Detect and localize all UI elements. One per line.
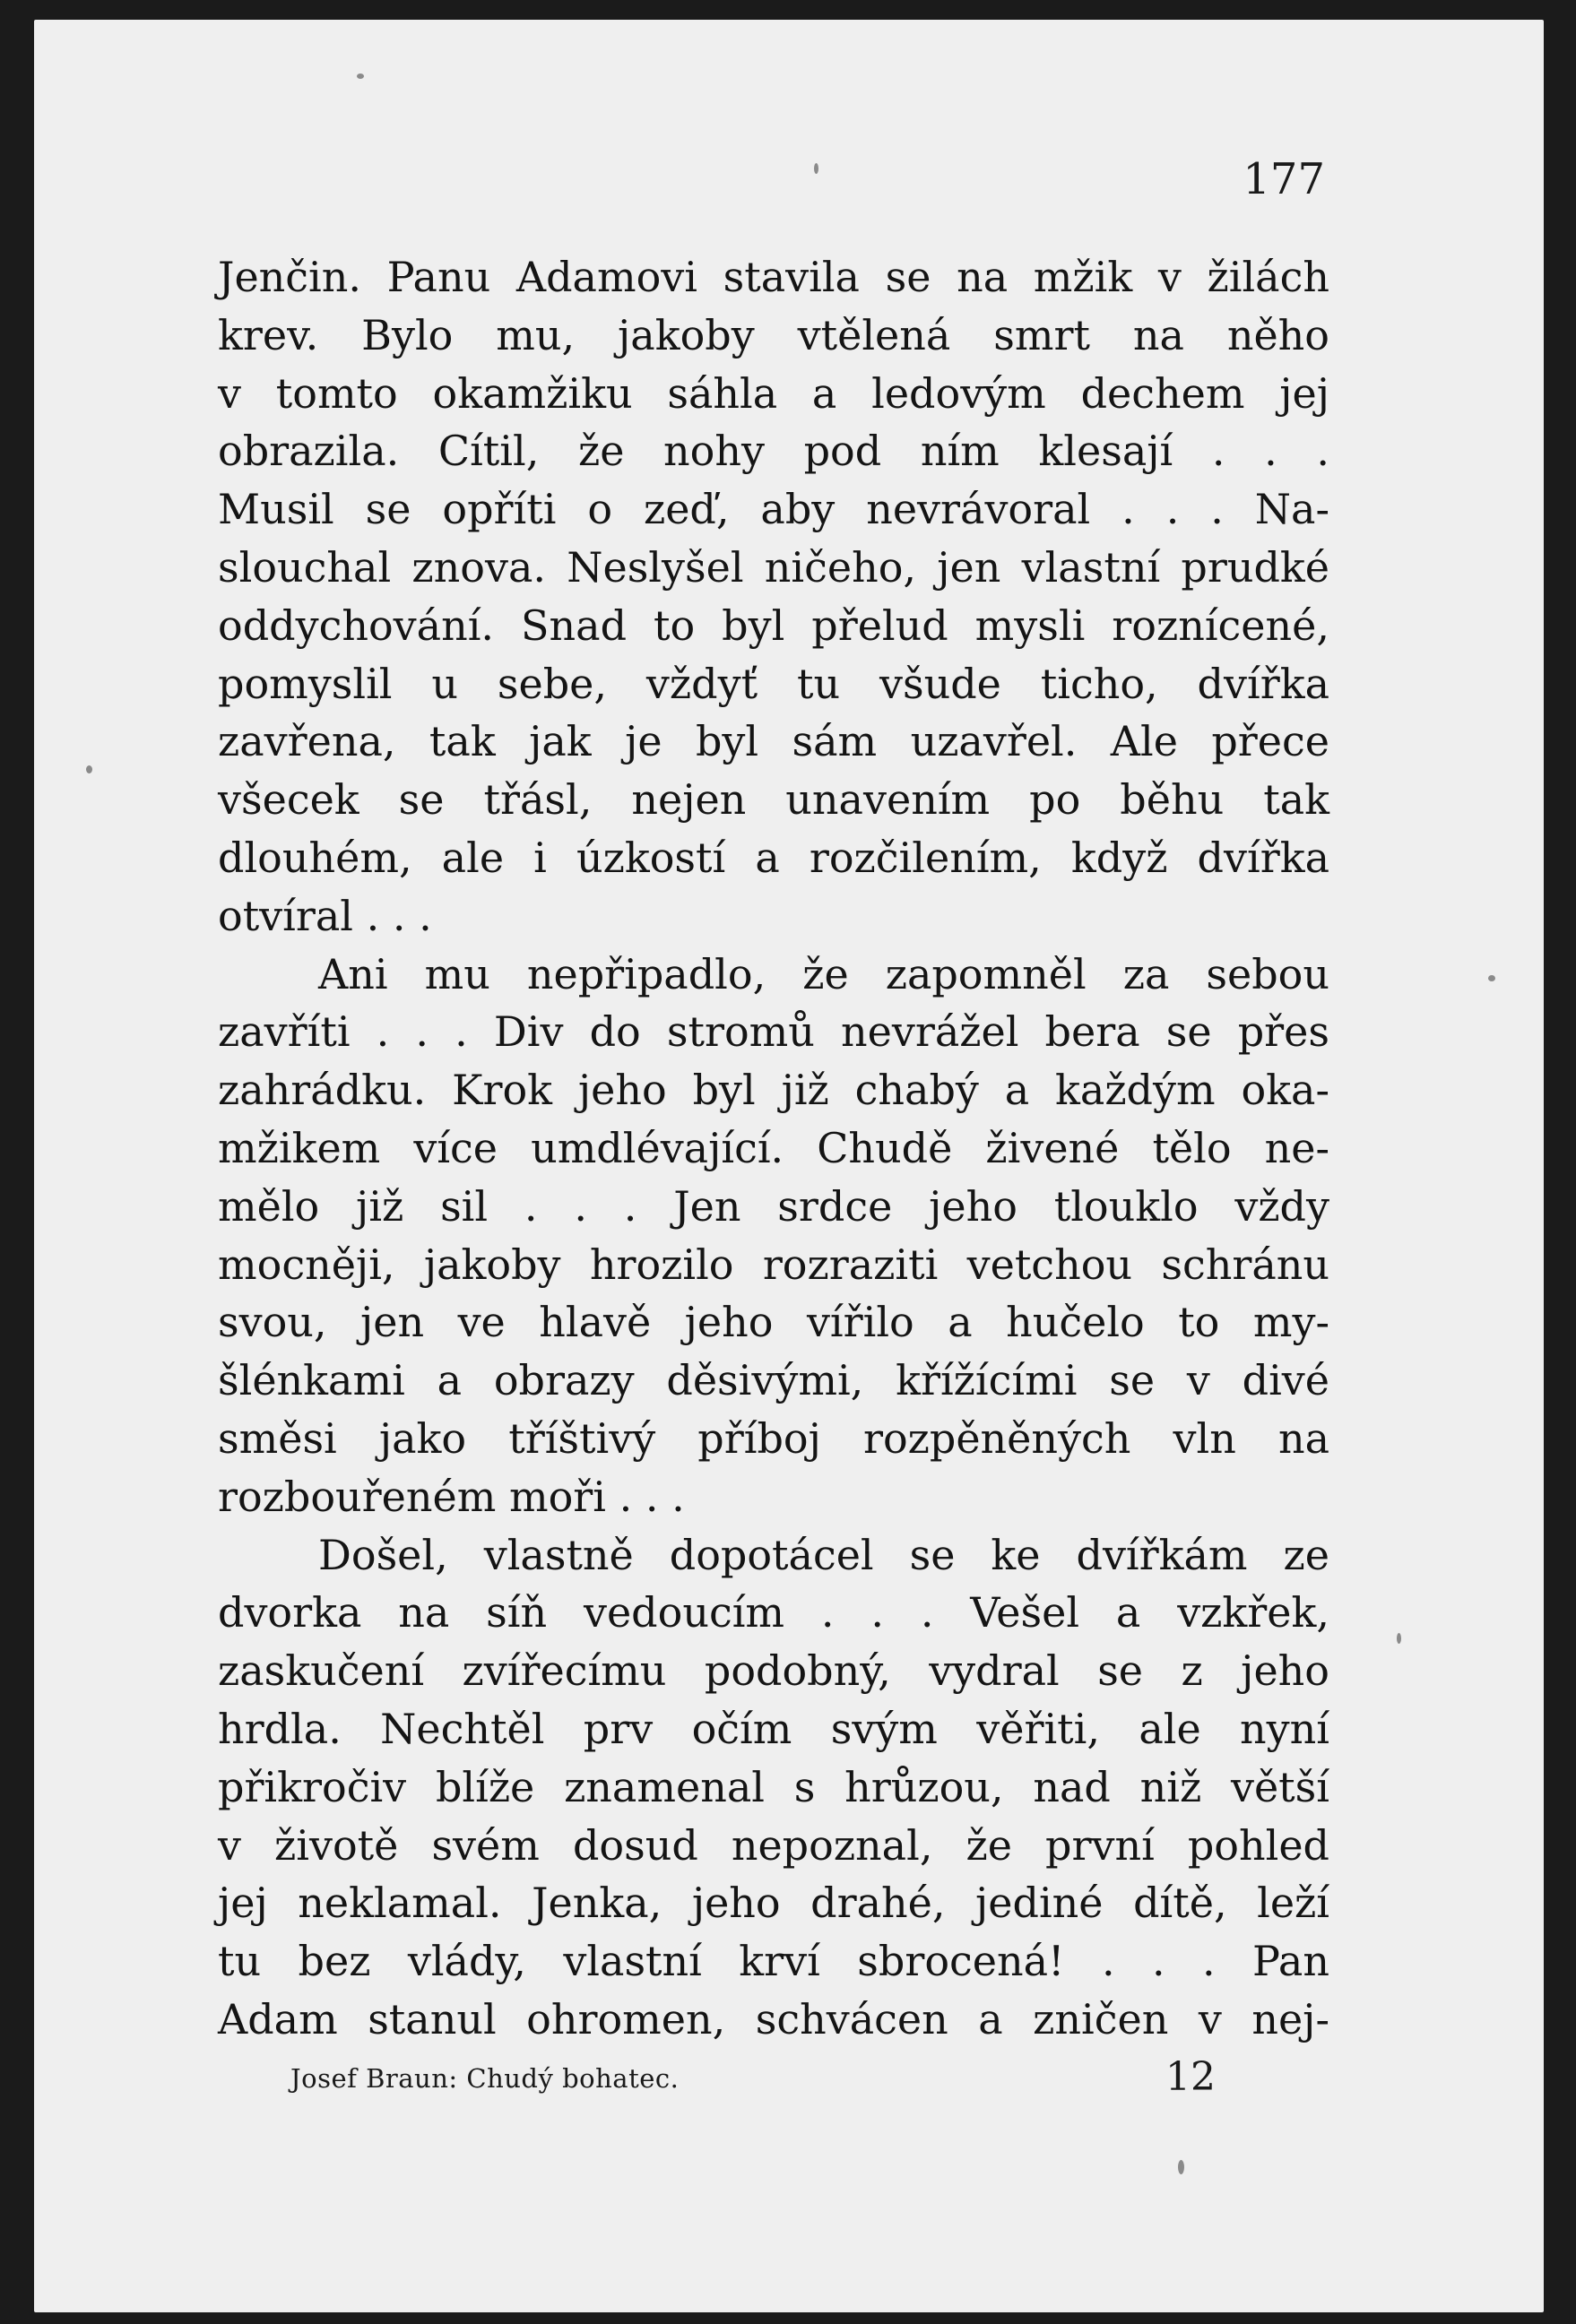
text-line: Jenčin. Panu Adamovi stavila se na mžik v žilách bbox=[218, 253, 1329, 301]
text-line: všecek se třásl, nejen unavením po běhu tak bbox=[218, 775, 1329, 825]
text-line: zahrádku. Krok jeho byl již chabý a každým oka- bbox=[218, 1066, 1329, 1115]
text-line: v tomto okamžiku sáhla a ledovým dechem jej bbox=[218, 368, 1329, 418]
text-line: Ani mu nepřipadlo, že zapomněl za sebou bbox=[318, 949, 1329, 998]
body-text bbox=[218, 248, 1329, 2049]
text-line: zavříti . . . Div do stromů nevrážel bera se přes bbox=[218, 1007, 1329, 1057]
text-line: oddychování. Snad to byl přelud mysli roznícené, bbox=[218, 600, 1329, 650]
text-line: rozbouřeném moři . . . bbox=[218, 1472, 685, 1521]
page-footer bbox=[34, 2054, 1544, 2108]
text-line: dvorka na síň vedoucím . . . Vešel a vzkřek, bbox=[218, 1588, 1329, 1637]
text-line: mělo již sil . . . Jen srdce jeho tlouklo vždy bbox=[218, 1181, 1329, 1231]
text-line: hrdla. Nechtěl prv očím svým věřiti, ale nyní bbox=[218, 1704, 1329, 1753]
text-line: Adam stanul ohromen, schvácen a zničen v nej- bbox=[218, 1994, 1329, 2043]
text-line: krev. Bylo mu, jakoby vtělená smrt na něho bbox=[218, 310, 1329, 359]
text-line: šlénkami a obrazy děsivými, křížícími se v divé bbox=[218, 1356, 1329, 1405]
page-number: 177 bbox=[1243, 154, 1325, 204]
text-line: otvíral . . . bbox=[218, 891, 432, 940]
text-line: pomyslil u sebe, vždyť tu všude ticho, dvířka bbox=[218, 659, 1329, 708]
text-line: mžikem více umdlévající. Chudě živené tělo ne- bbox=[218, 1123, 1329, 1172]
text-line: dlouhém, ale i úzkostí a rozčilením, když dvířka bbox=[218, 833, 1329, 882]
text-line: jej neklamal. Jenka, jeho drahé, jediné dítě, leží bbox=[218, 1879, 1329, 1928]
text-line: Musil se opříti o zeď, aby nevrávoral . . . Na- bbox=[218, 485, 1329, 534]
text-line: Došel, vlastně dopotácel se ke dvířkám ze bbox=[318, 1530, 1329, 1579]
scan-speck bbox=[357, 73, 364, 79]
scan-speck bbox=[814, 163, 818, 174]
text-line: tu bez vlády, vlastní krví sbrocená! . . . Pan bbox=[218, 1937, 1329, 1986]
text-line: v životě svém dosud nepoznal, že první pohled bbox=[218, 1820, 1329, 1870]
scan-speck bbox=[1178, 2160, 1184, 2174]
text-line: obrazila. Cítil, že nohy pod ním klesají . . . bbox=[218, 427, 1329, 476]
scan-speck bbox=[1397, 1633, 1401, 1644]
text-line: slouchal znova. Neslyšel ničeho, jen vlastní prudké bbox=[218, 542, 1329, 592]
text-line: zavřena, tak jak je byl sám uzavřel. Ale přece bbox=[218, 717, 1329, 766]
sheet-number: 12 bbox=[1165, 2054, 1216, 2100]
text-line: mocněji, jakoby hrozilo rozraziti vetchou schránu bbox=[218, 1240, 1329, 1289]
scanned-page bbox=[34, 20, 1544, 2312]
scan-speck bbox=[1488, 975, 1495, 981]
printer-signature: Josef Braun: Chudý bohatec. bbox=[290, 2063, 680, 2094]
text-line: směsi jako tříštivý příboj rozpěněných vln na bbox=[218, 1413, 1329, 1463]
text-line: zaskučení zvířecímu podobný, vydral se z jeho bbox=[218, 1646, 1329, 1696]
scan-speck bbox=[86, 765, 92, 773]
text-line: svou, jen ve hlavě jeho vířilo a hučelo to my- bbox=[218, 1298, 1329, 1347]
text-line: přikročiv blíže znamenal s hrůzou, nad niž větší bbox=[218, 1762, 1329, 1811]
